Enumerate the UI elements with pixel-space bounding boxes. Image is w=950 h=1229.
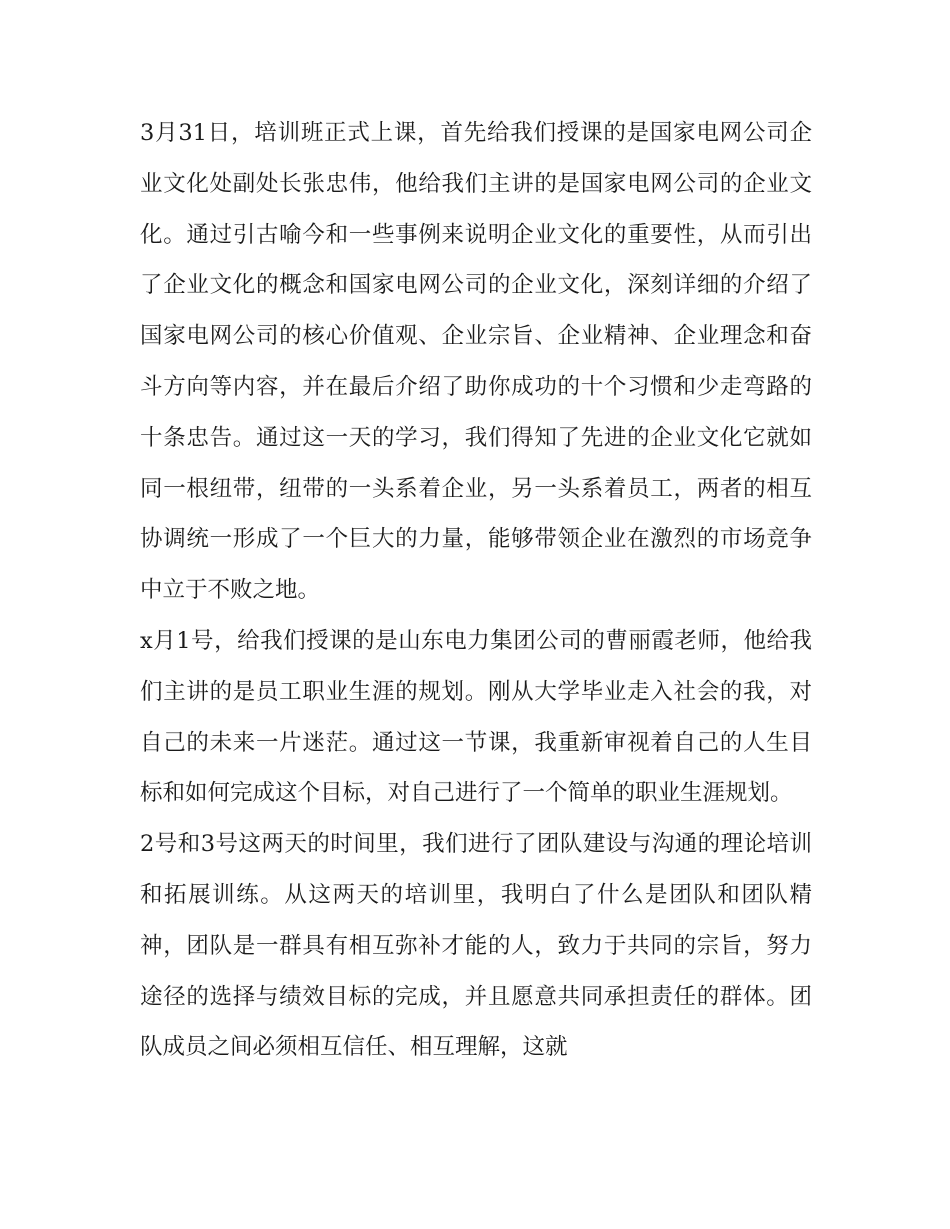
paragraph-training-start: 3月31日，培训班正式上课，首先给我们授课的是国家电网公司企业文化处副处长张忠伟，他给我们主讲的是国家电网公司的企业文化。通过引古喻今和一些事例来说明企业文化的重要性，从而引出了企业文化的概念和国家电网公司的企业文化，深刻详细的介绍了国家电网公司的核心价值观、企业宗旨、企业精神、企业理念和奋斗方向等内容，并在最后介绍了助你成功的十个习惯和少走弯路的十条忠告。通过这一天的学习，我们得知了先进的企业文化它就如同一根纽带，纽带的一头系着企业，另一头系着员工，两者的相互协调统一形成了一个巨大的力量，能够带领企业在激烈的市场竞争中立于不败之地。	[140, 120, 812, 604]
paragraph-team-building: 2号和3号这两天的时间里，我们进行了团队建设与沟通的理论培训和拓展训练。从这两天的培训里，我明白了什么是团队和团队精神，团队是一群具有相互弥补才能的人，致力于共同的宗旨，努力途径的选择与绩效目标的完成，并且愿意共同承担责任的群体。团队成员之间必须相互信任、相互理解，这就	[140, 831, 812, 1061]
document-body	[140, 108, 812, 1073]
paragraph-career-planning: x月1号，给我们授课的是山东电力集团公司的曹丽霞老师，他给我们主讲的是员工职业生涯的规划。刚从大学毕业走入社会的我，对自己的未来一片迷茫。通过这一节课，我重新审视着自己的人生目标和如何完成这个目标，对自己进行了一个简单的职业生涯规划。	[140, 627, 812, 807]
